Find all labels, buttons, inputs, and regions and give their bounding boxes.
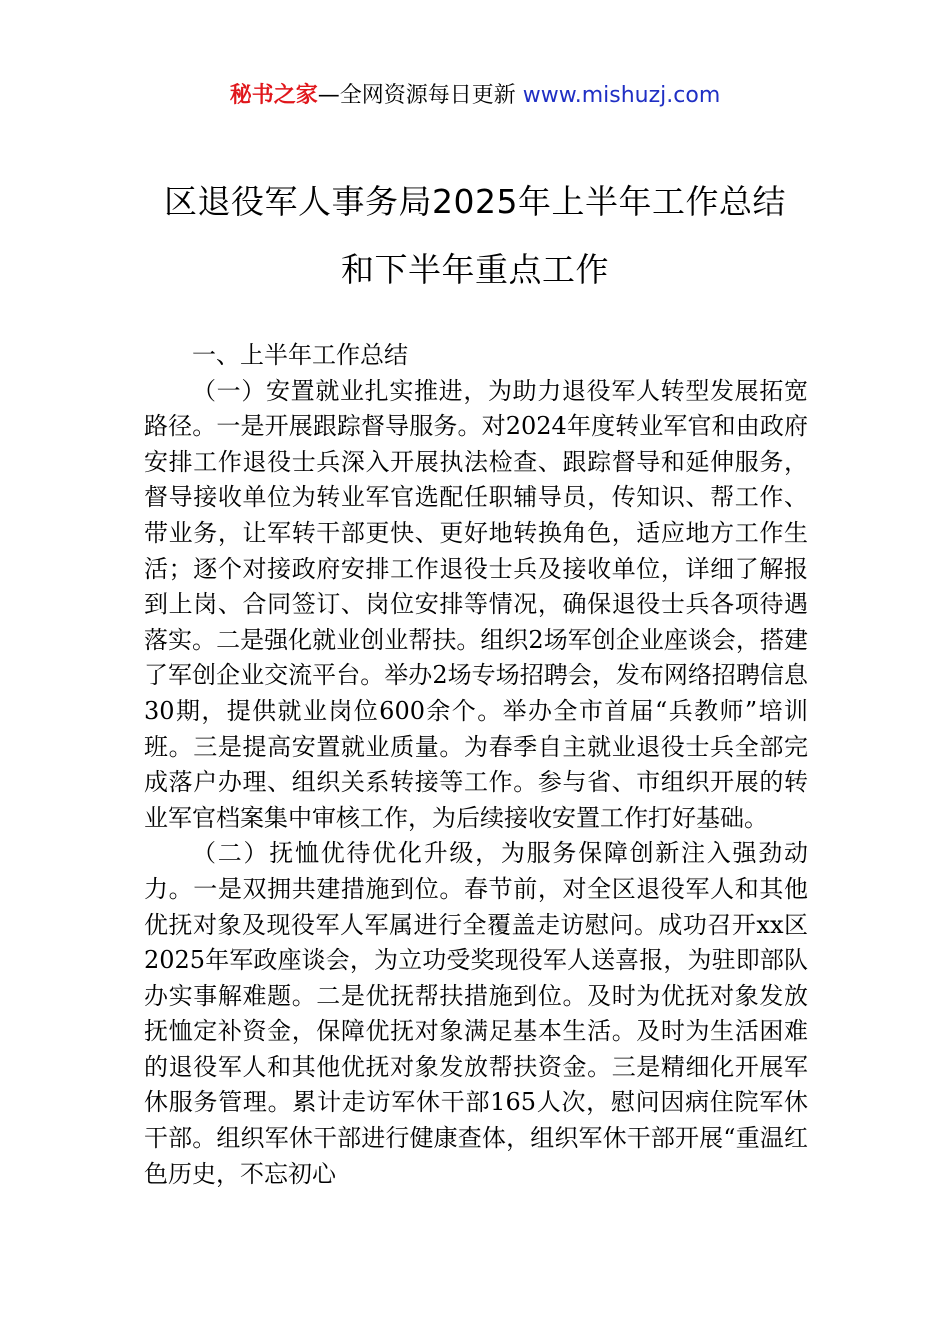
header-tagline: —全网资源每日更新 [317, 83, 516, 108]
document-body [144, 338, 808, 1192]
paragraph-pension: （二）抚恤优待优化升级，为服务保障创新注入强劲动力。一是双拥共建措施到位。春节前，对全区退役军人和其他优抚对象及现役军人军属进行全覆盖走访慰问。成功召开xx区2025年军政座谈会，为立功受奖现役军人送喜报，为驻即部队办实事解难题。二是优抚帮扶措施到位。及时为优抚对象发放抚恤定补资金，保障优抚对象满足基本生活。及时为生活困难的退役军人和其他优抚对象发放帮扶资金。三是精细化开展军休服务管理。累计走访军休干部165人次，慰问因病住院军休干部。组织军休干部进行健康查体，组织军休干部开展“重温红色历史，不忘初心 [144, 839, 808, 1188]
site-header [0, 80, 950, 112]
document-title-line2: 和下半年重点工作 [341, 250, 609, 289]
site-url: www.mishuzj.com [522, 83, 721, 108]
paragraph-employment: （一）安置就业扎实推进，为助力退役军人转型发展拓宽路径。一是开展跟踪督导服务。对2024年度转业军官和由政府安排工作退役士兵深入开展执法检查、跟踪督导和延伸服务，督导接收单位为转业军官选配任职辅导员，传知识、帮工作、带业务，让军转干部更快、更好地转换角色，适应地方工作生活；逐个对接政府安排工作退役士兵及接收单位，详细了解报到上岗、合同签订、岗位安排等情况，确保退役士兵各项待遇落实。二是强化就业创业帮扶。组织2场军创企业座谈会，搭建了军创企业交流平台。举办2场专场招聘会，发布网络招聘信息30期，提供就业岗位600余个。举办全市首届“兵教师”培训班。三是提高安置就业质量。为春季自主就业退役士兵全部完成落户办理、组织关系转接等工作。参与省、市组织开展的转业军官档案集中审核工作，为后续接收安置工作打好基础。 [144, 376, 808, 832]
brand-name: 秘书之家 [229, 83, 318, 108]
document-title-line1: 区退役军人事务局2025年上半年工作总结 [164, 182, 786, 221]
section-heading: 一、上半年工作总结 [192, 341, 408, 369]
